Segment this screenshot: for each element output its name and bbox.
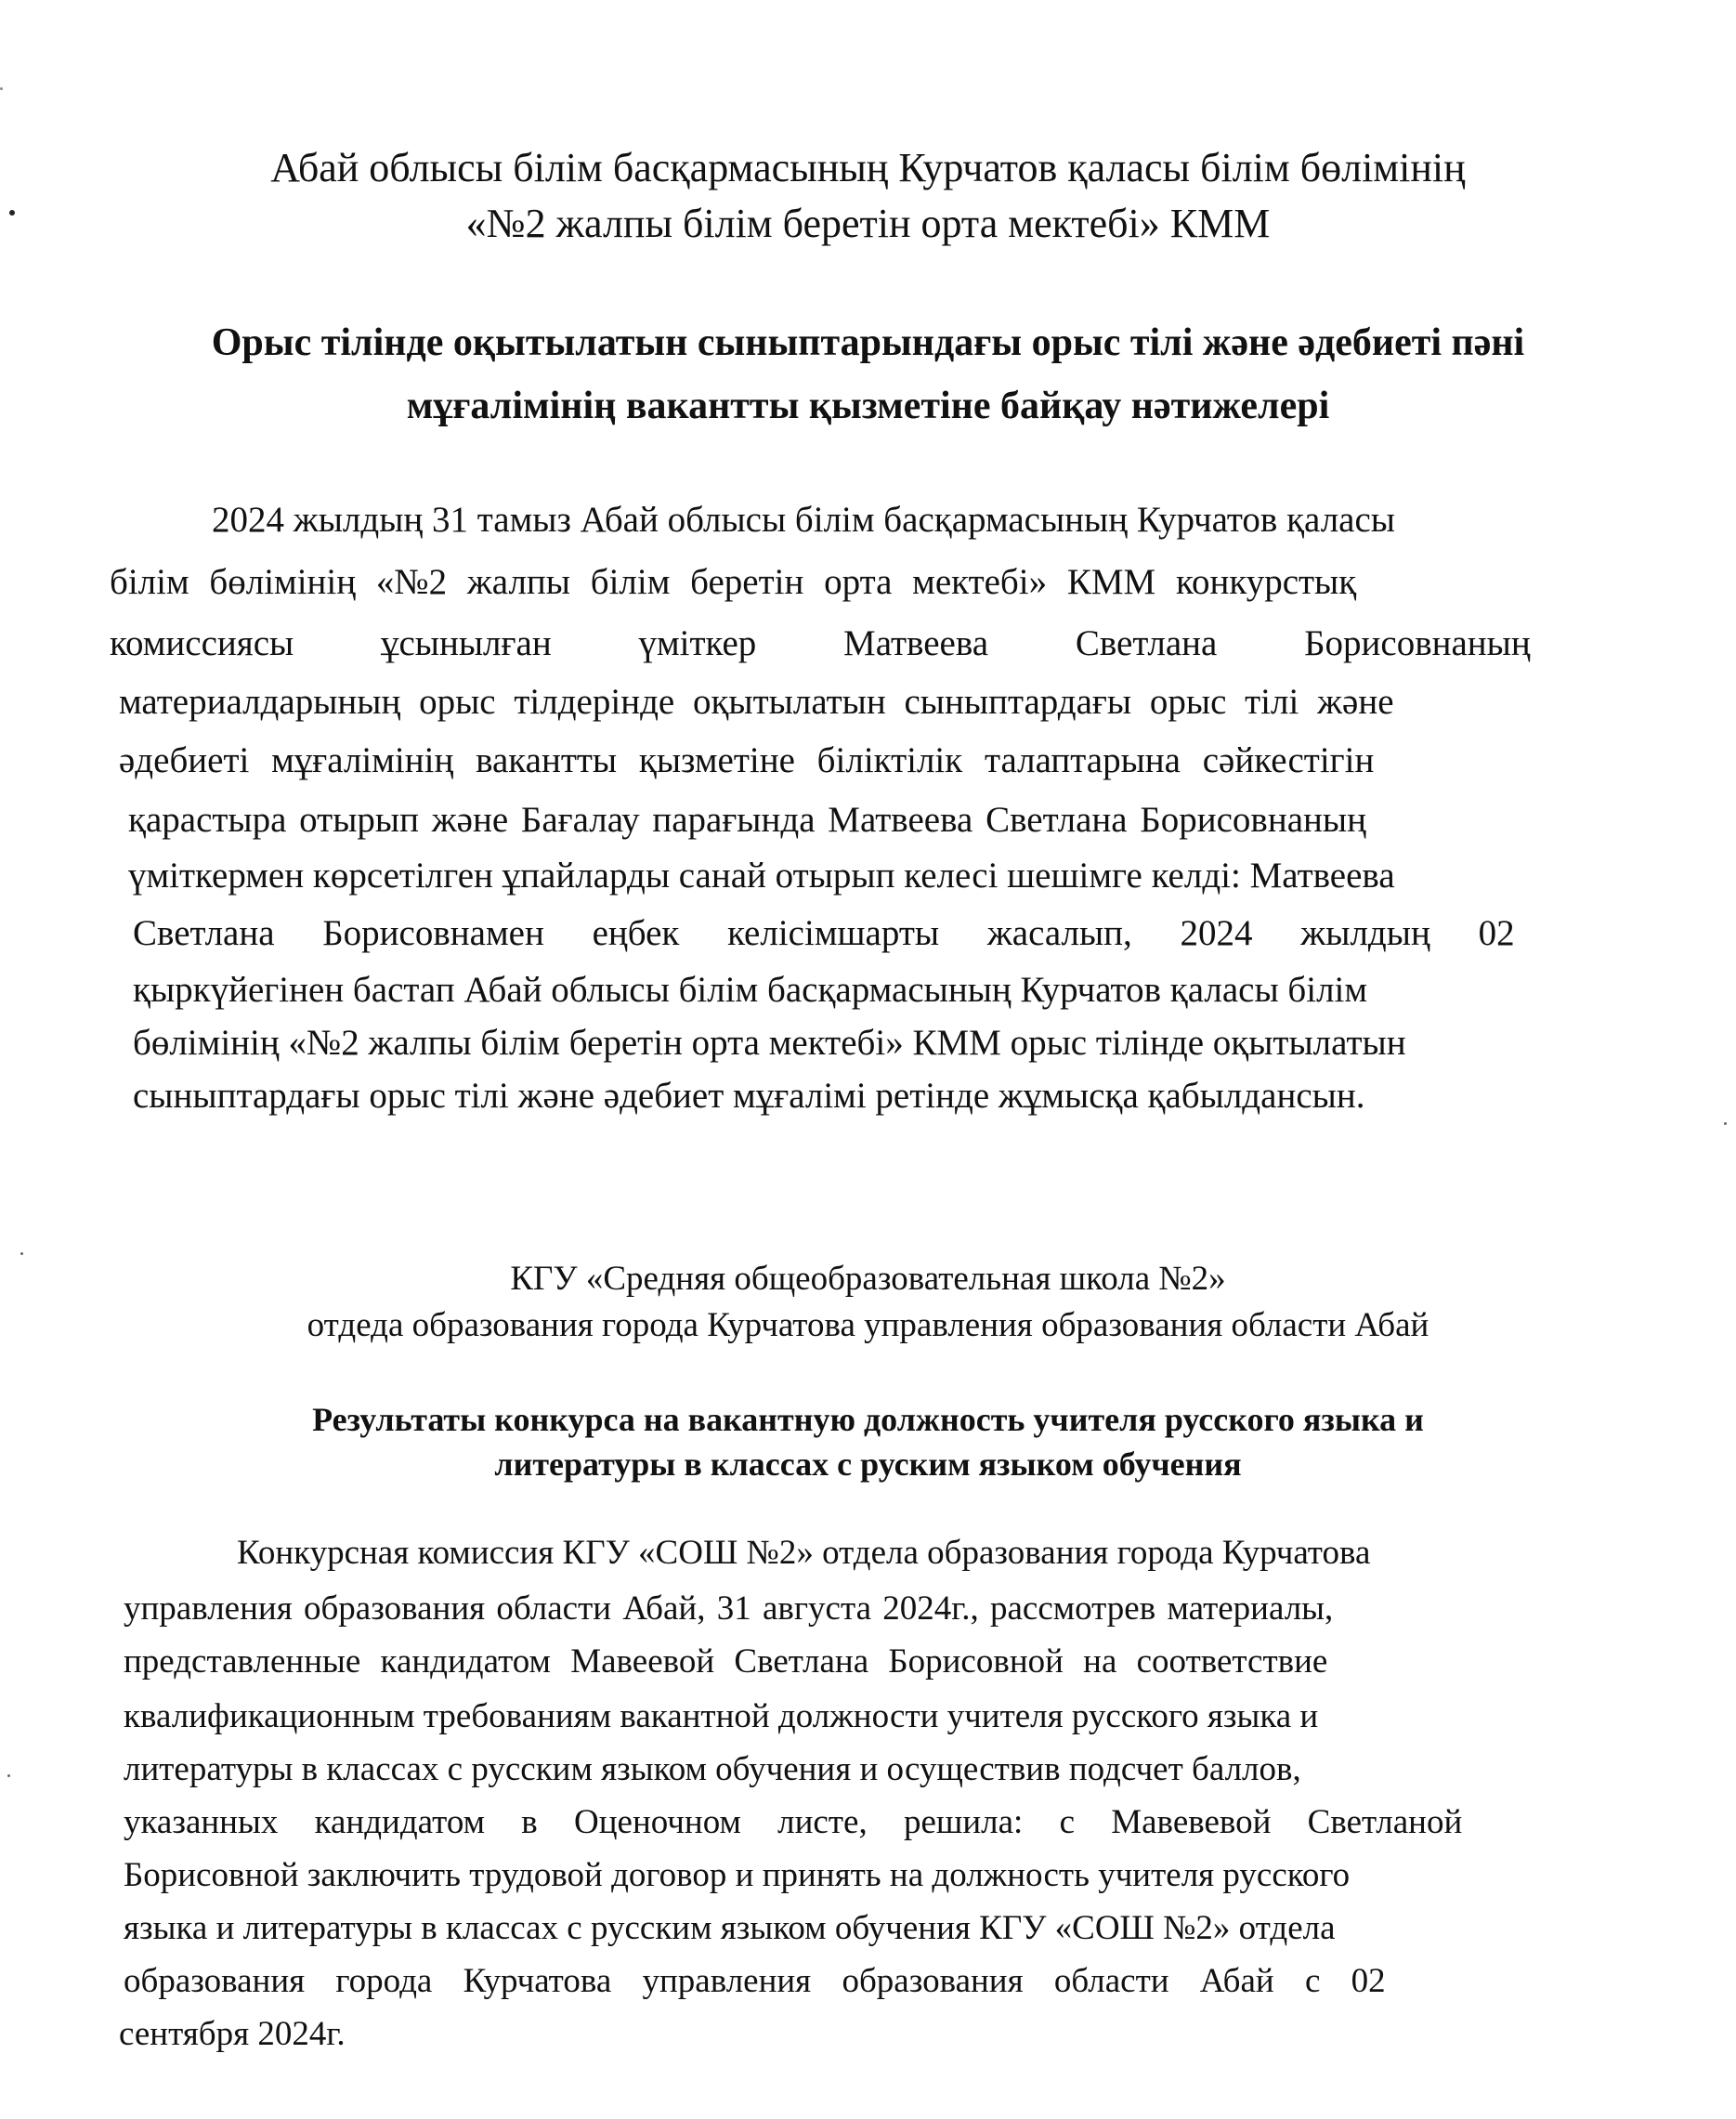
kk-title xyxy=(0,320,1736,447)
ru-body-line: образования города Курчатова управления образования области Абай с 02 xyxy=(124,1962,1386,2000)
ru-org-line: отдеда образования города Курчатова управления образования области Абай xyxy=(307,1306,1429,1344)
kk-body-line: Светлана Борисовнамен еңбек келісімшарты жасалып, 2024 жылдың 02 xyxy=(133,913,1515,953)
scan-speck xyxy=(1724,1122,1727,1125)
ru-body-line: Конкурсная комиссия КГУ «СОШ №2» отдела образования города Курчатова xyxy=(237,1534,1371,1572)
kk-body-line: үміткермен көрсетілген ұпайларды санай отырып келесі шешімге келді: Матвеева xyxy=(128,856,1395,896)
kk-body-line: сыныптардағы орыс тілі және әдебиет мұғалімі ретінде жұмысқа қабылдансын. xyxy=(133,1076,1365,1116)
ru-title-line: литературы в классах с руским языком обучения xyxy=(494,1445,1242,1483)
kk-body-line: материалдарының орыс тілдерінде оқытылатын сыныптардағы орыс тілі және xyxy=(119,682,1394,722)
scan-speck xyxy=(0,87,3,90)
kk-body-line: қыркүйегінен бастап Абай облысы білім басқармасының Курчатов қаласы білім xyxy=(133,970,1368,1010)
kk-org-line: Абай облысы білім басқармасының Курчатов қаласы білім бөлімінің xyxy=(270,145,1466,190)
ru-body-line: указанных кандидатом в Оценочном листе, решила: с Мавевевой Светланой xyxy=(124,1803,1463,1841)
ru-title xyxy=(0,1400,1736,1489)
kk-body-line: комиссиясы ұсынылған үміткер Матвеева Светлана Борисовнаның xyxy=(110,623,1531,663)
kk-title-line: Орыс тілінде оқытылатын сыныптарындағы орыс тілі және әдебиеті пәні xyxy=(211,321,1525,364)
ru-body-line: представленные кандидатом Мавеевой Светлана Борисовной на соответствие xyxy=(124,1642,1328,1681)
ru-org-header xyxy=(0,1259,1736,1352)
ru-body-line: квалификационным требованиям вакантной должности учителя русского языка и xyxy=(124,1697,1319,1735)
kk-body-line: 2024 жылдың 31 тамыз Абай облысы білім басқармасының Курчатов қаласы xyxy=(212,500,1395,540)
kk-org-header xyxy=(0,144,1736,255)
ru-body-line: литературы в классах с русским языком обучения и осуществив подсчет баллов, xyxy=(124,1750,1301,1788)
kk-body-line: бөлімінің «№2 жалпы білім беретін орта мектебі» КММ орыс тілінде оқытылатын xyxy=(133,1023,1406,1063)
kk-body-line: қарастыра отырып және Бағалау парағында Матвеева Светлана Борисовнаның xyxy=(128,800,1366,840)
ru-title-line: Результаты конкурса на вакантную должность учителя русского языка и xyxy=(312,1401,1424,1438)
scan-speck xyxy=(20,1252,23,1255)
kk-title-line: мұғалімінің вакантты қызметіне байқау нәтижелері xyxy=(406,385,1330,427)
kk-body-line: әдебиеті мұғалімінің вакантты қызметіне біліктілік талаптарына сәйкестігін xyxy=(119,740,1375,780)
ru-body-line: языка и литературы в классах с русским языком обучения КГУ «СОШ №2» отдела xyxy=(124,1909,1336,1947)
ru-body-line: управления образования области Абай, 31 августа 2024г., рассмотрев материалы, xyxy=(124,1589,1334,1628)
ru-body-line: сентября 2024г. xyxy=(119,2015,346,2053)
scan-speck xyxy=(7,1774,10,1777)
kk-org-line: «№2 жалпы білім беретін орта мектебі» КММ xyxy=(465,201,1271,246)
kk-body-line: білім бөлімінің «№2 жалпы білім беретін орта мектебі» КММ конкурстық xyxy=(110,562,1357,602)
ru-org-line: КГУ «Средняя общеобразовательная школа №2» xyxy=(510,1260,1226,1298)
ru-body-line: Борисовной заключить трудовой договор и принять на должность учителя русского xyxy=(124,1856,1351,1894)
